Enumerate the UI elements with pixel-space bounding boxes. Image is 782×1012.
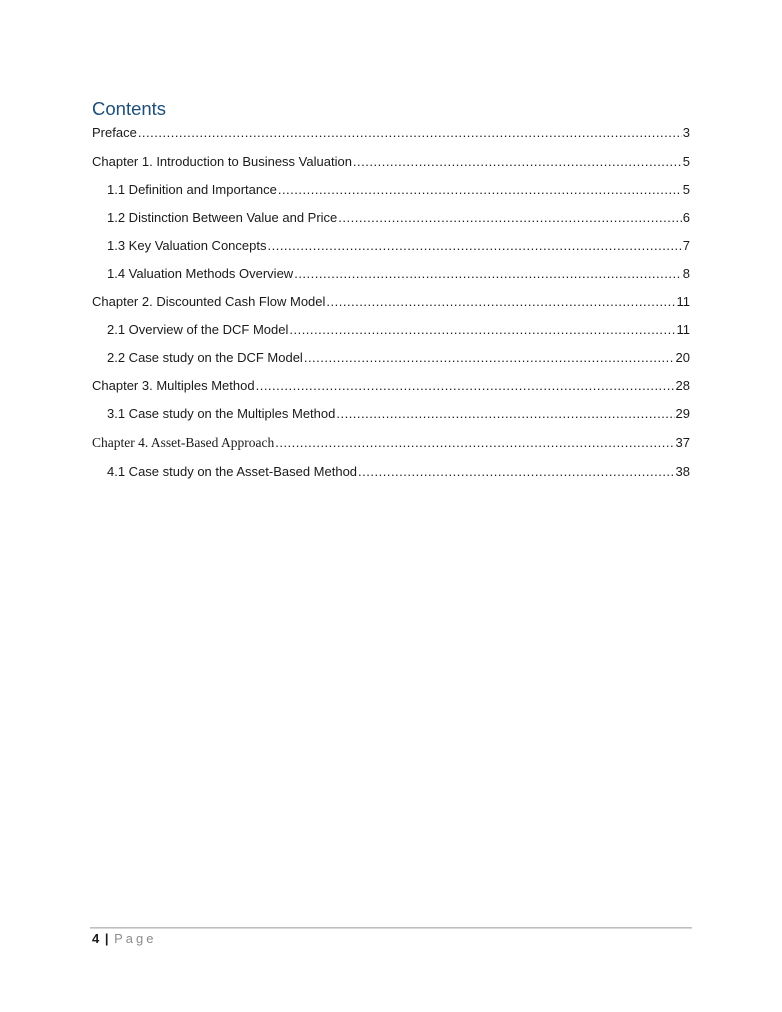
toc-dot-leader <box>353 152 682 172</box>
toc-entry-page: 5 <box>682 182 690 197</box>
toc-dot-leader <box>304 348 675 368</box>
footer-divider <box>90 927 692 929</box>
toc-entry-1-2[interactable] <box>107 208 690 236</box>
toc-entry-page: 29 <box>675 406 690 421</box>
toc-entry-4-1[interactable] <box>107 462 690 490</box>
toc-entry-title: 1.4 Valuation Methods Overview <box>107 266 294 281</box>
toc-entry-page: 11 <box>676 294 690 309</box>
toc-entry-title: 1.1 Definition and Importance <box>107 182 277 197</box>
toc-entry-page: 38 <box>675 464 690 479</box>
toc-entry-page: 7 <box>682 238 690 253</box>
toc-entry-page: 6 <box>682 210 690 225</box>
toc-entry-1-4[interactable] <box>107 264 690 292</box>
toc-entry-preface[interactable] <box>92 123 690 152</box>
toc-entry-title: 1.3 Key Valuation Concepts <box>107 238 267 253</box>
toc-entry-chapter-1[interactable] <box>92 152 690 180</box>
toc-dot-leader <box>267 236 681 256</box>
toc-dot-leader <box>358 462 674 482</box>
toc-entry-page: 28 <box>675 378 690 393</box>
toc-entry-2-1[interactable] <box>107 320 690 348</box>
toc-entry-title: 4.1 Case study on the Asset-Based Method <box>107 464 358 479</box>
toc-dot-leader <box>275 433 674 453</box>
toc-entry-chapter-4[interactable] <box>92 433 690 462</box>
toc-dot-leader <box>294 264 682 284</box>
toc-entry-title: 2.2 Case study on the DCF Model <box>107 350 303 365</box>
toc-entry-3-1[interactable] <box>107 404 690 433</box>
toc-entry-title: Chapter 3. Multiples Method <box>92 378 255 393</box>
toc-dot-leader <box>278 180 682 200</box>
toc-entry-1-3[interactable] <box>107 236 690 264</box>
footer-page-number: 4 <box>92 931 100 946</box>
footer-separator: | <box>104 931 109 946</box>
toc-entry-page: 5 <box>682 154 690 169</box>
toc-entry-title: Chapter 1. Introduction to Business Valuation <box>92 154 352 169</box>
toc-entry-page: 3 <box>682 125 690 140</box>
toc-entry-1-1[interactable] <box>107 180 690 208</box>
toc-dot-leader <box>138 123 682 143</box>
toc-entry-page: 8 <box>682 266 690 281</box>
toc-dot-leader <box>256 376 675 396</box>
toc-entry-chapter-3[interactable] <box>92 376 690 404</box>
toc-entry-page: 37 <box>675 435 690 450</box>
toc-entry-page: 11 <box>676 322 690 337</box>
toc-dot-leader <box>326 292 675 312</box>
toc-entry-title: Preface <box>92 125 137 140</box>
toc-entry-title: 3.1 Case study on the Multiples Method <box>107 406 336 421</box>
table-of-contents <box>92 123 690 490</box>
toc-entry-2-2[interactable] <box>107 348 690 376</box>
toc-entry-chapter-2[interactable] <box>92 292 690 320</box>
toc-entry-title: Chapter 4. Asset-Based Approach <box>92 435 275 450</box>
toc-dot-leader <box>338 208 681 228</box>
toc-entry-page: 20 <box>675 350 690 365</box>
toc-dot-leader <box>336 404 674 424</box>
footer-page-word: Page <box>114 931 157 946</box>
toc-entry-title: 1.2 Distinction Between Value and Price <box>107 210 338 225</box>
page-footer <box>92 930 157 948</box>
toc-dot-leader <box>289 320 675 340</box>
toc-entry-title: Chapter 2. Discounted Cash Flow Model <box>92 294 326 309</box>
toc-heading: Contents <box>92 98 167 119</box>
toc-entry-title: 2.1 Overview of the DCF Model <box>107 322 289 337</box>
